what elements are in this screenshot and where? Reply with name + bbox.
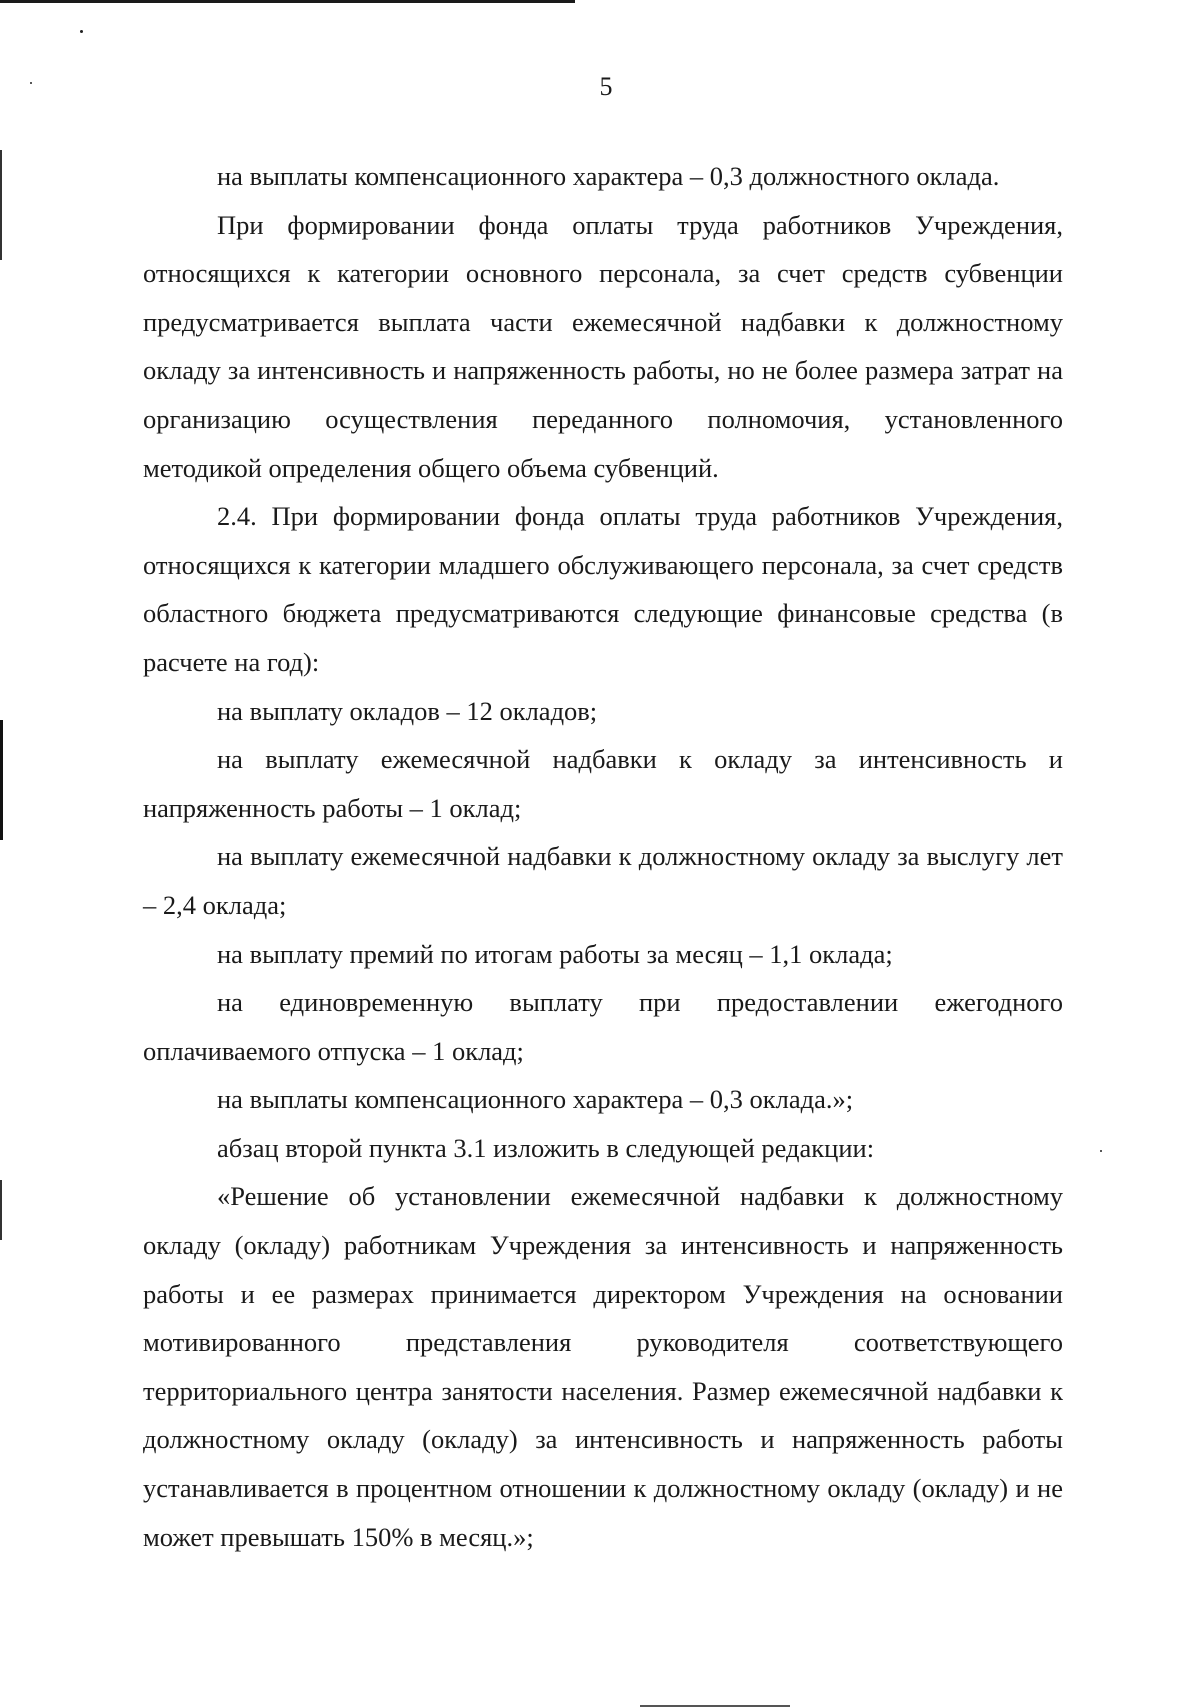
scan-speck: [1100, 1150, 1102, 1152]
paragraph: на выплаты компенсационного характера – 0,3 должностного оклада.: [217, 161, 1000, 191]
scan-left-edge-mark: [0, 150, 2, 260]
paragraph: При формировании фонда оплаты труда работников Учреждения, относящихся к категории основного персонала, за счет средств субвенции предусматривается выплата части ежемесячной надбавки к должностному окладу за интенсивность и напряженность работы, но не более размера затрат на организацию осуществления переданного полномочия, установленного методикой определения общего объема субвенций.: [143, 209, 1063, 483]
paragraph: на выплату премий по итогам работы за месяц – 1,1 оклада;: [217, 938, 893, 969]
paragraph: на выплаты компенсационного характера – 0,3 оклада.»;: [217, 1084, 854, 1115]
paragraph: на выплату ежемесячной надбавки к должностному окладу за выслугу лет – 2,4 оклада;: [143, 841, 1063, 920]
document-body: [143, 152, 1063, 1561]
scan-left-edge-mark: [0, 720, 3, 840]
page-number: 5: [599, 72, 613, 101]
paragraph: на выплату ежемесячной надбавки к окладу за интенсивность и напряженность работы – 1 оклад;: [143, 744, 1063, 823]
scan-top-border: [0, 0, 575, 3]
scan-speck: [80, 30, 83, 33]
paragraph: на выплату окладов – 12 окладов;: [217, 695, 598, 726]
paragraph: «Решение об установлении ежемесячной надбавки к должностному окладу (окладу) работникам Учреждения за интенсивность и напряженность работы и ее размерах принимается директором Учреждения на основании мотивированного представления руководителя соответствующего территориального центра занятости населения. Размер ежемесячной надбавки к должностному окладу (окладу) за интенсивность и напряженность работы устанавливается в процентном отношении к должностному окладу (окладу) и не может превышать 150% в месяц.»;: [143, 1181, 1063, 1552]
paragraph: на единовременную выплату при предоставлении ежегодного оплачиваемого отпуска – 1 оклад;: [143, 987, 1063, 1066]
paragraph: 2.4. При формировании фонда оплаты труда работников Учреждения, относящихся к категории младшего обслуживающего персонала, за счет средств областного бюджета предусматриваются следующие финансовые средства (в расчете на год):: [143, 501, 1063, 677]
scan-left-edge-mark: [0, 1180, 2, 1240]
paragraph: абзац второй пункта 3.1 изложить в следующей редакции:: [217, 1132, 875, 1163]
